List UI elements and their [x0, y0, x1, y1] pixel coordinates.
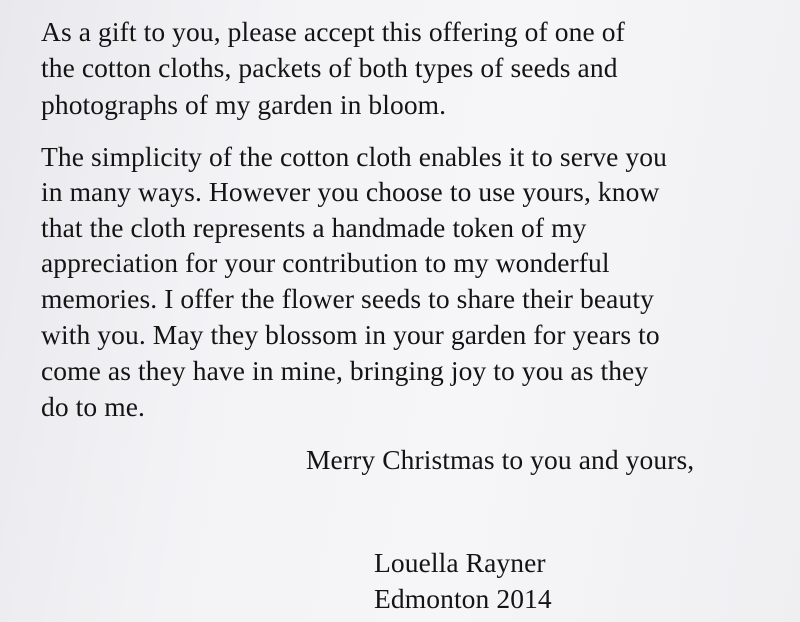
paragraph-1-line-2: the cotton cloths, packets of both types of seeds and: [41, 52, 618, 83]
paragraph-2-line-8: do to me.: [41, 391, 146, 422]
paragraph-2-line-6: with you. May they blossom in your garden for years to: [41, 319, 660, 350]
paragraph-1-line-1: As a gift to you, please accept this offering of one of: [41, 16, 625, 47]
paragraph-2-line-4: appreciation for your contribution to my wonderful: [41, 247, 610, 278]
paragraph-2-line-2: in many ways. However you choose to use yours, know: [41, 176, 660, 207]
paragraph-2-line-3: that the cloth represents a handmade token of my: [41, 212, 587, 243]
paragraph-2-line-1: The simplicity of the cotton cloth enables it to serve you: [41, 141, 667, 172]
closing-line: Merry Christmas to you and yours,: [306, 444, 695, 475]
paragraph-2-line-7: come as they have in mine, bringing joy to you as they: [41, 355, 649, 386]
signature-place-year: Edmonton 2014: [374, 583, 552, 614]
signature-name: Louella Rayner: [374, 547, 546, 578]
paragraph-2-line-5: memories. I offer the flower seeds to share their beauty: [41, 283, 654, 314]
paragraph-1-line-3: photographs of my garden in bloom.: [41, 89, 447, 120]
